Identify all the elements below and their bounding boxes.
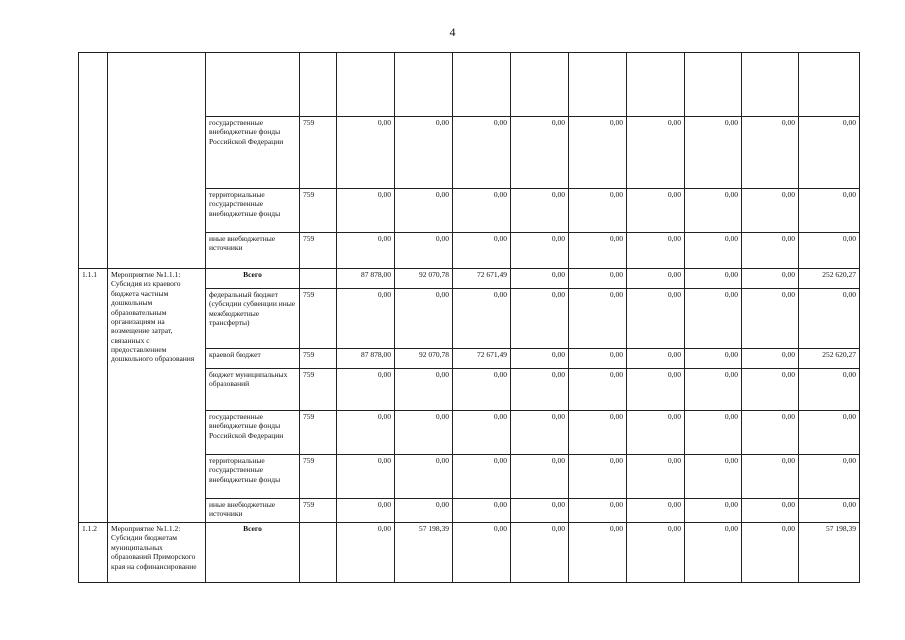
- value-cell: 0,00: [453, 499, 511, 523]
- value-cell: 0,00: [511, 411, 569, 455]
- value-cell: 72 671,49: [453, 349, 511, 369]
- value-cell: 0,00: [569, 369, 627, 411]
- measure-name-cell: [108, 53, 206, 269]
- value-cell: 0,00: [627, 455, 685, 499]
- value-cell: [685, 53, 742, 117]
- table-row: [79, 523, 860, 583]
- value-cell: 0,00: [511, 455, 569, 499]
- value-cell: 0,00: [511, 117, 569, 189]
- funding-source-cell: [206, 53, 300, 117]
- code-cell: 759: [300, 233, 337, 269]
- funding-source-cell: краевой бюджет: [206, 349, 300, 369]
- funding-source-cell: государственные внебюджетные фонды Российской Федерации: [206, 411, 300, 455]
- value-cell: 0,00: [453, 189, 511, 233]
- value-cell: [395, 53, 453, 117]
- value-cell: 0,00: [511, 189, 569, 233]
- value-cell: 0,00: [569, 233, 627, 269]
- value-cell: 0,00: [742, 233, 799, 269]
- value-cell: 0,00: [569, 523, 627, 583]
- value-cell: [337, 53, 395, 117]
- value-cell: 0,00: [337, 233, 395, 269]
- value-cell: 0,00: [742, 523, 799, 583]
- funding-source-cell: территориальные государственные внебюджетные фонды: [206, 189, 300, 233]
- code-cell: 759: [300, 455, 337, 499]
- value-cell: 0,00: [627, 369, 685, 411]
- value-cell: 92 070,78: [395, 269, 453, 289]
- page-number: 4: [449, 25, 456, 39]
- value-cell: 0,00: [511, 269, 569, 289]
- value-cell: 0,00: [799, 233, 860, 269]
- value-cell: 0,00: [453, 455, 511, 499]
- value-cell: 72 671,49: [453, 269, 511, 289]
- value-cell: 0,00: [569, 499, 627, 523]
- value-cell: 0,00: [337, 523, 395, 583]
- value-cell: 0,00: [395, 499, 453, 523]
- funding-source-cell: территориальные государственные внебюджетные фонды: [206, 455, 300, 499]
- row-number-cell: [79, 53, 108, 269]
- value-cell: 0,00: [569, 455, 627, 499]
- value-cell: 0,00: [627, 349, 685, 369]
- value-cell: 0,00: [685, 499, 742, 523]
- code-cell: [300, 523, 337, 583]
- funding-source-cell: государственные внебюджетные фонды Российской Федерации: [206, 117, 300, 189]
- value-cell: 0,00: [337, 499, 395, 523]
- value-cell: 0,00: [337, 189, 395, 233]
- value-cell: 0,00: [742, 455, 799, 499]
- value-cell: 0,00: [685, 455, 742, 499]
- value-cell: 57 198,39: [799, 523, 860, 583]
- value-cell: 0,00: [799, 369, 860, 411]
- value-cell: 0,00: [569, 189, 627, 233]
- value-cell: [627, 53, 685, 117]
- value-cell: 0,00: [799, 455, 860, 499]
- value-cell: 0,00: [742, 411, 799, 455]
- value-cell: 0,00: [685, 349, 742, 369]
- funding-source-cell: бюджет муниципальных образований: [206, 369, 300, 411]
- measure-name-cell: Мероприятие №1.1.1: Субсидия из краевого бюджета частным дошкольным образовательным организациям на возмещение затрат, связанных с предоставлением дошкольного образования: [108, 269, 206, 523]
- value-cell: 0,00: [337, 411, 395, 455]
- value-cell: 0,00: [569, 349, 627, 369]
- value-cell: [742, 53, 799, 117]
- funding-source-cell: иные внебюджетные источники: [206, 499, 300, 523]
- value-cell: 0,00: [453, 233, 511, 269]
- row-number-cell: 1.1.2: [79, 523, 108, 583]
- code-cell: 759: [300, 117, 337, 189]
- value-cell: 0,00: [337, 289, 395, 349]
- value-cell: 0,00: [685, 189, 742, 233]
- value-cell: 0,00: [511, 369, 569, 411]
- table-row: [79, 269, 860, 289]
- value-cell: 252 620,27: [799, 349, 860, 369]
- value-cell: 0,00: [799, 411, 860, 455]
- value-cell: 0,00: [627, 411, 685, 455]
- value-cell: 0,00: [742, 289, 799, 349]
- value-cell: 0,00: [799, 289, 860, 349]
- value-cell: 0,00: [742, 189, 799, 233]
- code-cell: [300, 269, 337, 289]
- value-cell: 0,00: [627, 523, 685, 583]
- value-cell: 0,00: [685, 523, 742, 583]
- value-cell: 0,00: [395, 455, 453, 499]
- value-cell: 0,00: [742, 349, 799, 369]
- value-cell: 0,00: [569, 269, 627, 289]
- value-cell: 0,00: [511, 289, 569, 349]
- code-cell: 759: [300, 289, 337, 349]
- value-cell: 0,00: [337, 117, 395, 189]
- value-cell: 252 620,27: [799, 269, 860, 289]
- value-cell: 0,00: [799, 189, 860, 233]
- value-cell: 0,00: [453, 411, 511, 455]
- value-cell: 0,00: [511, 349, 569, 369]
- value-cell: 0,00: [685, 269, 742, 289]
- value-cell: 0,00: [685, 289, 742, 349]
- value-cell: 57 198,39: [395, 523, 453, 583]
- budget-table: [78, 52, 860, 583]
- code-cell: 759: [300, 189, 337, 233]
- value-cell: 0,00: [569, 411, 627, 455]
- value-cell: 0,00: [395, 411, 453, 455]
- value-cell: 0,00: [742, 499, 799, 523]
- value-cell: 0,00: [337, 369, 395, 411]
- funding-source-cell: федеральный бюджет (субсидии субвенции иные межбюджетные трансферты): [206, 289, 300, 349]
- value-cell: 0,00: [395, 233, 453, 269]
- table-row: [79, 53, 860, 117]
- value-cell: 0,00: [453, 117, 511, 189]
- code-cell: 759: [300, 349, 337, 369]
- value-cell: 0,00: [569, 117, 627, 189]
- value-cell: 0,00: [395, 289, 453, 349]
- value-cell: 92 070,78: [395, 349, 453, 369]
- code-cell: 759: [300, 499, 337, 523]
- value-cell: 0,00: [685, 233, 742, 269]
- value-cell: 0,00: [627, 189, 685, 233]
- value-cell: 0,00: [511, 523, 569, 583]
- value-cell: 0,00: [511, 233, 569, 269]
- value-cell: 0,00: [742, 269, 799, 289]
- row-number-cell: 1.1.1: [79, 269, 108, 523]
- value-cell: [799, 53, 860, 117]
- value-cell: 0,00: [685, 117, 742, 189]
- value-cell: 87 878,00: [337, 269, 395, 289]
- value-cell: 0,00: [453, 369, 511, 411]
- value-cell: 0,00: [569, 289, 627, 349]
- value-cell: 0,00: [685, 411, 742, 455]
- value-cell: [569, 53, 627, 117]
- value-cell: 0,00: [742, 369, 799, 411]
- value-cell: 0,00: [453, 289, 511, 349]
- funding-source-cell: иные внебюджетные источники: [206, 233, 300, 269]
- value-cell: 0,00: [453, 523, 511, 583]
- value-cell: 0,00: [395, 369, 453, 411]
- value-cell: 0,00: [685, 369, 742, 411]
- measure-name-cell: Мероприятие №1.1.2: Субсидии бюджетам муниципальных образований Приморского края на софинансирование: [108, 523, 206, 583]
- value-cell: 87 878,00: [337, 349, 395, 369]
- funding-source-cell: Всего: [206, 269, 300, 289]
- value-cell: 0,00: [627, 233, 685, 269]
- value-cell: 0,00: [799, 117, 860, 189]
- value-cell: [453, 53, 511, 117]
- value-cell: 0,00: [799, 499, 860, 523]
- code-cell: 759: [300, 369, 337, 411]
- value-cell: 0,00: [627, 499, 685, 523]
- value-cell: 0,00: [337, 455, 395, 499]
- value-cell: 0,00: [627, 289, 685, 349]
- code-cell: [300, 53, 337, 117]
- value-cell: 0,00: [511, 499, 569, 523]
- value-cell: [511, 53, 569, 117]
- value-cell: 0,00: [627, 117, 685, 189]
- code-cell: 759: [300, 411, 337, 455]
- value-cell: 0,00: [395, 189, 453, 233]
- value-cell: 0,00: [627, 269, 685, 289]
- value-cell: 0,00: [742, 117, 799, 189]
- funding-source-cell: Всего: [206, 523, 300, 583]
- value-cell: 0,00: [395, 117, 453, 189]
